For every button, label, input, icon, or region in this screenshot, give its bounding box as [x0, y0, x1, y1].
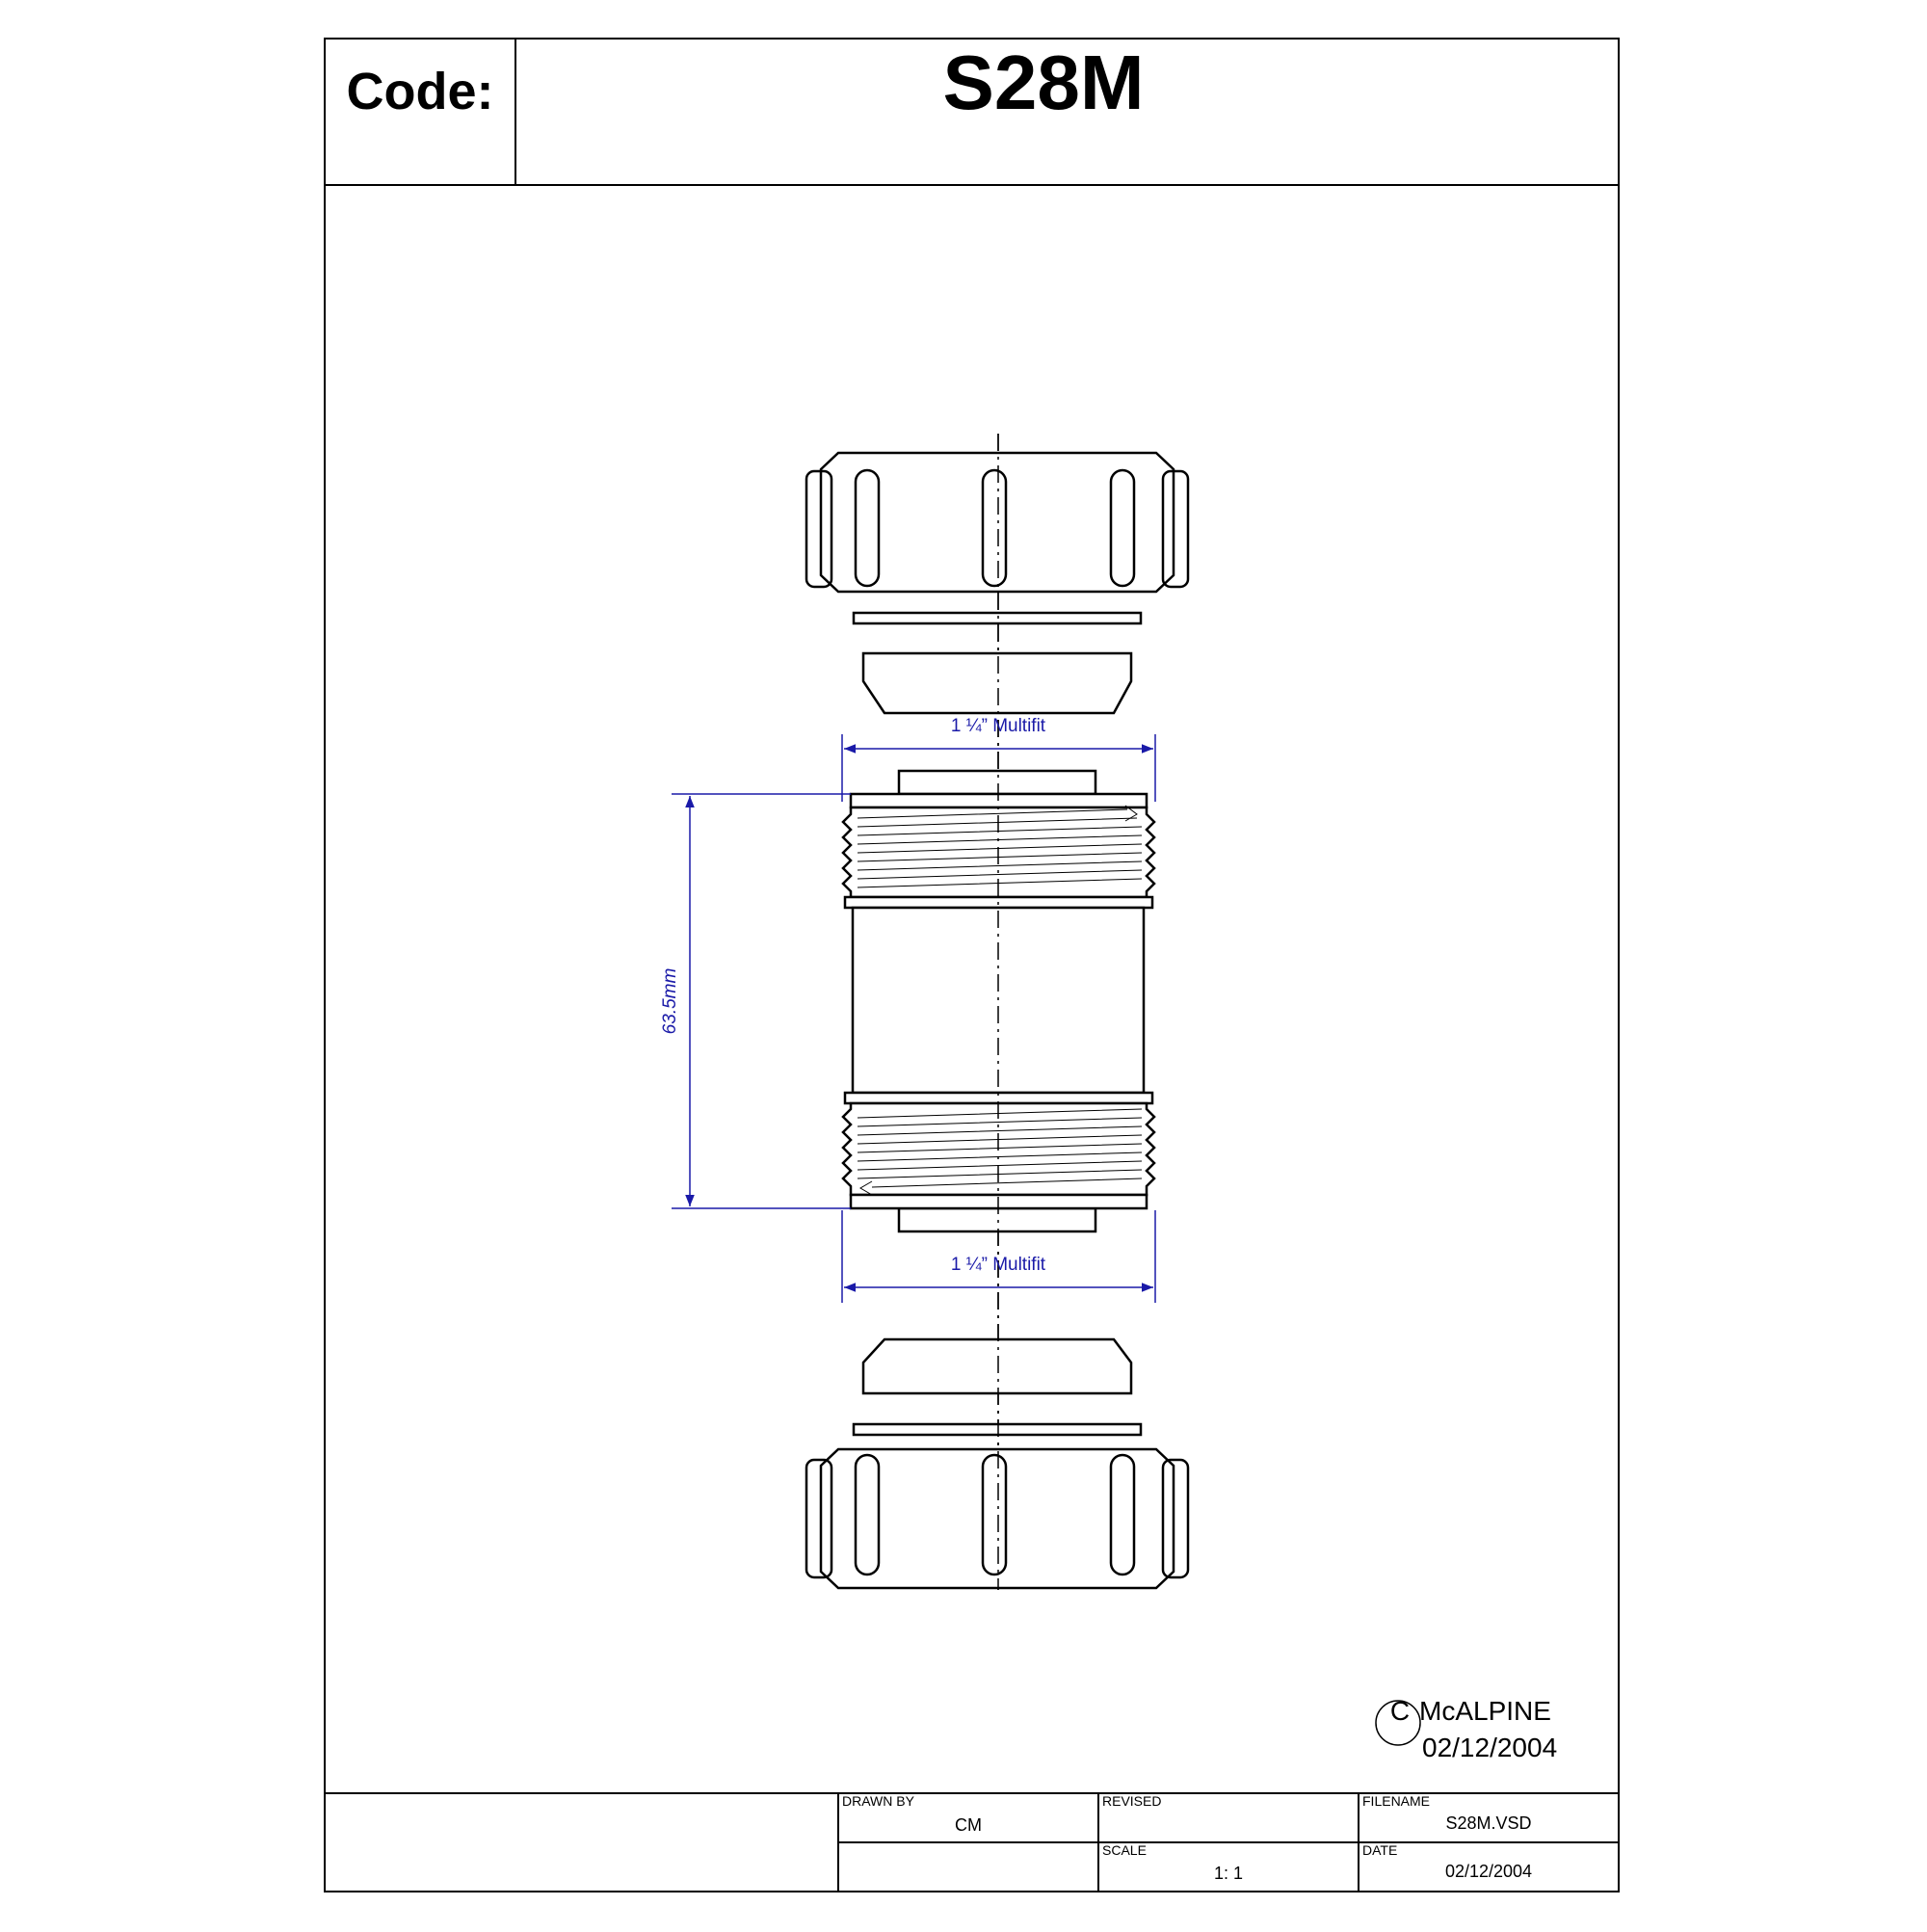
dimension-top-label: 1 ¼” Multifit: [950, 716, 1046, 736]
date-value: 02/12/2004: [1444, 1862, 1533, 1881]
bottom-compression-nut: [806, 1449, 1188, 1588]
filename-label: FILENAME: [1362, 1793, 1431, 1809]
scale-label: SCALE: [1102, 1842, 1147, 1858]
dimension-height: [672, 794, 851, 1208]
copyright-owner: McALPINE: [1419, 1696, 1551, 1726]
copyright-date: 02/12/2004: [1422, 1733, 1558, 1762]
top-cone-seal: [863, 653, 1131, 713]
copyright-symbol-letter: C: [1389, 1696, 1411, 1726]
bottom-washer: [854, 1424, 1141, 1435]
code-label: Code:: [346, 63, 494, 120]
copyright-mark: [1376, 1696, 1557, 1762]
bottom-cone-seal: [863, 1339, 1131, 1393]
revised-label: REVISED: [1102, 1793, 1162, 1809]
dimension-bottom-label: 1 ¼” Multifit: [950, 1255, 1046, 1275]
header: [325, 39, 1619, 185]
top-compression-nut: [806, 453, 1188, 592]
drawn-by-value: CM: [955, 1815, 982, 1835]
drawn-by-label: DRAWN BY: [842, 1793, 914, 1809]
scale-value: 1: 1: [1213, 1864, 1244, 1883]
code-value: S28M: [942, 40, 1145, 125]
filename-value: S28M.VSD: [1445, 1813, 1532, 1833]
top-washer: [854, 613, 1141, 623]
date-label: DATE: [1362, 1842, 1398, 1858]
dimension-height-label: 63.5mm: [660, 967, 680, 1035]
